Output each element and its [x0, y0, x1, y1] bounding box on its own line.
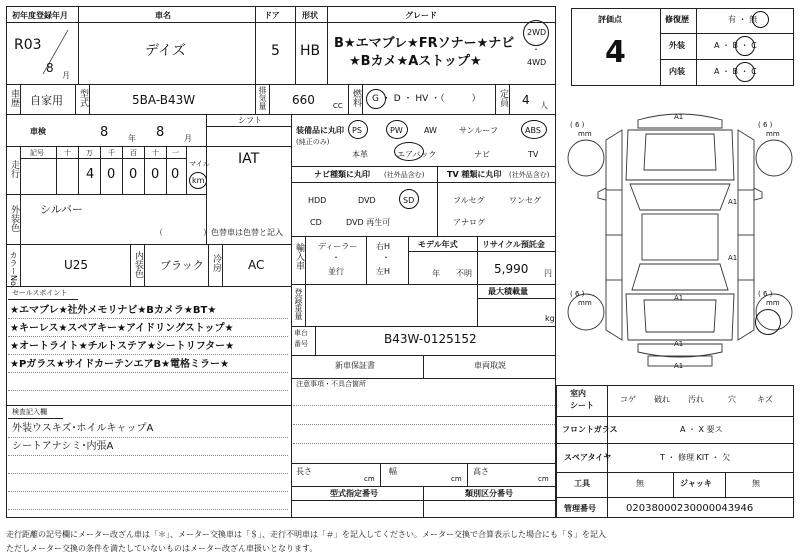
- navi-type-label: ナビ種類に丸印: [314, 170, 370, 179]
- svg-text:A1: A1: [674, 113, 684, 121]
- tv-fullseg: フルセグ: [453, 196, 485, 205]
- tv-analog: アナログ: [453, 218, 485, 227]
- sales-point-line-4: ★Pガラス★サイドカーテンエアB★電格ミラー★: [10, 359, 230, 370]
- ac-value: AC: [248, 258, 265, 272]
- seat-item-stain: 汚れ: [688, 395, 704, 404]
- displacement-value: 660: [292, 93, 315, 107]
- color-change-note: （ ）色替車は色替と記入: [155, 228, 283, 237]
- class-number-label: 類別区分番号: [465, 489, 513, 498]
- interior-color-label: 内装色: [133, 251, 143, 278]
- seat-label-1: 室内: [570, 389, 586, 398]
- manage-number-value: 02038000230000043946: [626, 503, 754, 514]
- reg-month: 8: [46, 61, 54, 75]
- type-number-label: 型式指定番号: [330, 489, 378, 498]
- digit-header-1: 十: [64, 149, 71, 157]
- spare-tire-value: T ・ 修理 KIT ・ 欠: [660, 453, 731, 462]
- exterior-color-label: 外装色: [9, 205, 19, 232]
- chassis-label-2: 番号: [294, 340, 308, 348]
- usage-label: 車歴: [9, 89, 19, 107]
- seat-label-2: シート: [570, 401, 594, 410]
- repair-options: 有 ・ 無: [728, 15, 758, 24]
- recycle-label: リサイクル預託金: [482, 240, 545, 249]
- import-right-h: 右H: [376, 242, 391, 251]
- inspector-line-1: 外装ウスキズ･ホイルキャップA: [12, 423, 154, 434]
- sales-point-line-2: ★キーレス★スペアキー★アイドリングストップ★: [10, 323, 234, 334]
- shaken-month-unit: 月: [184, 134, 192, 143]
- equip-aw: AW: [424, 126, 437, 135]
- width-label: 幅: [389, 467, 397, 476]
- manage-number-label: 管理番号: [564, 504, 596, 513]
- shaken-year-unit: 年: [128, 134, 136, 143]
- shaken-month: 8: [156, 125, 165, 140]
- height-label: 高さ: [473, 467, 489, 476]
- svg-text:A1: A1: [728, 198, 738, 206]
- inspector-label: 検査記入欄: [12, 408, 47, 416]
- digit-4: 0: [151, 167, 160, 182]
- mileage-label: 走行: [9, 160, 19, 178]
- car-name: デイズ: [145, 43, 186, 59]
- digit-header-5: 十: [152, 149, 159, 157]
- seat-item-tear: 破れ: [654, 395, 670, 404]
- fuel-label: 燃料: [351, 89, 361, 107]
- tool-label: 工具: [574, 479, 590, 488]
- exterior-grade-options: A ・ B ・ C: [714, 41, 757, 50]
- glass-value: A ・ X 要ス: [680, 425, 723, 434]
- tv-oneseg: ワンセグ: [509, 196, 541, 205]
- svg-text:( 6 ): ( 6 ): [570, 121, 585, 129]
- color-no-value: U25: [64, 258, 89, 272]
- navi-dvd: DVD: [358, 196, 376, 205]
- model-year-unknown: 不明: [456, 269, 472, 278]
- repair-label: 修復歴: [665, 15, 689, 24]
- drive-dot: ・: [532, 45, 540, 54]
- interior-grade-label: 内装: [669, 67, 685, 76]
- digit-header-2: 万: [86, 149, 93, 157]
- length-unit: cm: [364, 475, 375, 483]
- svg-text:mm: mm: [578, 299, 592, 307]
- damage-mark-circle: [755, 309, 781, 335]
- reg-weight-label: 登録重量: [294, 288, 303, 320]
- digit-3: 0: [129, 167, 138, 182]
- recycle-value: 5,990: [494, 262, 529, 276]
- shape-label: 形状: [302, 11, 318, 20]
- height-unit: cm: [538, 475, 549, 483]
- shift-value: IAT: [238, 151, 260, 167]
- inspector-line-2: シートアナシミ･内張A: [12, 441, 114, 452]
- door-value: 5: [271, 43, 280, 59]
- import-left-h: 左H: [376, 267, 391, 276]
- km-unit: km: [192, 176, 205, 185]
- interior-b-circle: [735, 62, 755, 82]
- digit-2: 0: [107, 167, 116, 182]
- equip-abs: ABS: [525, 126, 541, 135]
- reg-year: R03: [14, 37, 42, 53]
- import-label: 輸入車: [294, 243, 304, 270]
- cc-unit: CC: [333, 102, 343, 110]
- svg-text:( 6 ): ( 6 ): [758, 121, 773, 129]
- model-label: 型式: [78, 89, 88, 107]
- width-unit: cm: [451, 475, 462, 483]
- capacity-value: 4: [522, 93, 530, 107]
- tv-type-sub: (社外品含む): [509, 171, 550, 179]
- jack-label: ジャッキ: [680, 479, 712, 488]
- sales-point-label: セールスポイント: [12, 289, 68, 297]
- shift-label: シフト: [238, 116, 262, 125]
- equip-sunroof: サンルーフ: [459, 126, 498, 135]
- jack-value: 無: [752, 479, 760, 488]
- spare-tire-label: スペアタイヤ: [564, 453, 612, 462]
- equip-tv: TV: [528, 150, 539, 159]
- max-load-label: 最大積載量: [488, 287, 528, 296]
- model-year-label: モデル年式: [418, 240, 458, 249]
- door-label: ドア: [264, 11, 280, 20]
- shape-value: HB: [300, 43, 321, 59]
- import-dealer: ディーラー: [318, 242, 358, 251]
- equip-ps: PS: [352, 126, 362, 135]
- equipment-label: 装備品に丸印: [296, 126, 344, 135]
- svg-text:A1: A1: [674, 294, 684, 302]
- fuel-options: G ・ D ・ HV ・（ ）: [372, 94, 481, 104]
- reg-month-unit: 月: [62, 71, 70, 80]
- navi-cd: CD: [310, 218, 322, 227]
- glass-label: フロントガラス: [562, 425, 618, 434]
- navi-dvd-play: DVD 再生可: [346, 218, 391, 227]
- capacity-unit: 人: [540, 101, 548, 110]
- digit-header-0: 記号: [30, 149, 44, 157]
- navi-hdd: HDD: [308, 196, 327, 205]
- digit-header-3: 千: [108, 149, 115, 157]
- ac-label: 冷房: [211, 254, 221, 272]
- svg-text:( 6 ): ( 6 ): [570, 290, 585, 298]
- vehicle-manual: 車両取説: [474, 361, 506, 370]
- tv-type-label: TV 種類に丸印: [447, 170, 502, 179]
- car-name-label: 車名: [155, 11, 171, 20]
- exterior-b-circle: [735, 36, 755, 56]
- model-value: 5BA-B43W: [132, 93, 196, 107]
- new-car-warranty: 新車保証書: [335, 361, 375, 370]
- shaken-year: 8: [100, 125, 109, 140]
- notes-label: 注意事項・不具合箇所: [296, 380, 366, 388]
- grade-line1: B★エマブレ★FRソナー★ナビ: [334, 36, 515, 51]
- exterior-grade-label: 外装: [669, 41, 685, 50]
- grade-line2: ★Bカメ★Aストップ★: [349, 54, 482, 69]
- equip-pw: PW: [390, 126, 403, 135]
- footer-note-1: 走行距離の記号欄にメーター改ざん車は「＊」、メーター交換車は「＄」、走行不明車は「＃」を記入してください。メーター交換で合算表示した場合にも「＄」を記入: [6, 530, 606, 539]
- svg-text:( 6 ): ( 6 ): [758, 290, 773, 298]
- interior-color-value: ブラック: [160, 259, 204, 272]
- digit-header-6: 一: [172, 149, 179, 157]
- seat-item-burn: コゲ: [620, 395, 636, 404]
- navi-sd: SD: [403, 196, 415, 205]
- mile-label: マイル: [189, 160, 210, 168]
- displacement-label: 排気量: [258, 86, 267, 110]
- score-label: 評価点: [598, 15, 622, 24]
- tool-value: 無: [636, 479, 644, 488]
- usage-value: 自家用: [30, 94, 63, 107]
- capacity-label: 定員: [498, 89, 508, 107]
- sales-point-line-1: ★エマブレ★社外メモリナビ★Bカメラ★BT★: [10, 305, 217, 316]
- svg-text:mm: mm: [578, 130, 592, 138]
- digit-1: 4: [86, 167, 95, 182]
- seat-item-scratch: キズ: [757, 395, 773, 404]
- digit-5: 0: [171, 167, 180, 182]
- drive-4wd: 4WD: [527, 58, 547, 67]
- max-load-unit: kg: [545, 314, 555, 323]
- exterior-color-value: シルバー: [40, 203, 83, 216]
- score-value: 4: [605, 35, 626, 70]
- equipment-sub: (純正のみ): [296, 138, 330, 146]
- reg-year-label: 初年度登録年月: [12, 11, 68, 20]
- svg-text:mm: mm: [766, 299, 780, 307]
- color-no-label: カラーNo.: [9, 251, 18, 289]
- import-parallel: 並行: [328, 267, 344, 276]
- chassis-label-1: 車台: [294, 329, 308, 337]
- svg-text:mm: mm: [766, 130, 780, 138]
- import-hand-dot: ・: [382, 253, 390, 262]
- svg-text:A1: A1: [728, 254, 738, 262]
- recycle-yen: 円: [544, 269, 552, 278]
- svg-text:A1: A1: [674, 340, 684, 348]
- footer-note-2: ただしメーター交換の条件を満たしていないものはメーター改ざん車扱いとなります。: [6, 544, 318, 553]
- navi-type-sub: (社外品含む): [384, 171, 425, 179]
- equip-leather: 本革: [352, 150, 368, 159]
- model-year-unit: 年: [432, 269, 440, 278]
- seat-item-hole: 穴: [728, 395, 736, 404]
- sales-point-line-3: ★オートライト★チルトステア★シートリフター★: [10, 341, 235, 352]
- chassis-value: B43W-0125152: [384, 332, 477, 346]
- svg-text:A1: A1: [674, 362, 684, 370]
- grade-label: グレード: [405, 11, 437, 20]
- digit-header-4: 百: [130, 149, 137, 157]
- equip-airbag: エアバック: [397, 150, 437, 159]
- equip-navi: ナビ: [474, 150, 490, 159]
- length-label: 長さ: [296, 467, 312, 476]
- shaken-label: 車検: [30, 127, 46, 136]
- repair-none-circle: [752, 11, 769, 28]
- import-dot: ・: [332, 253, 340, 262]
- interior-grade-options: A ・ B ・ C: [714, 67, 757, 76]
- drive-2wd: 2WD: [527, 28, 547, 37]
